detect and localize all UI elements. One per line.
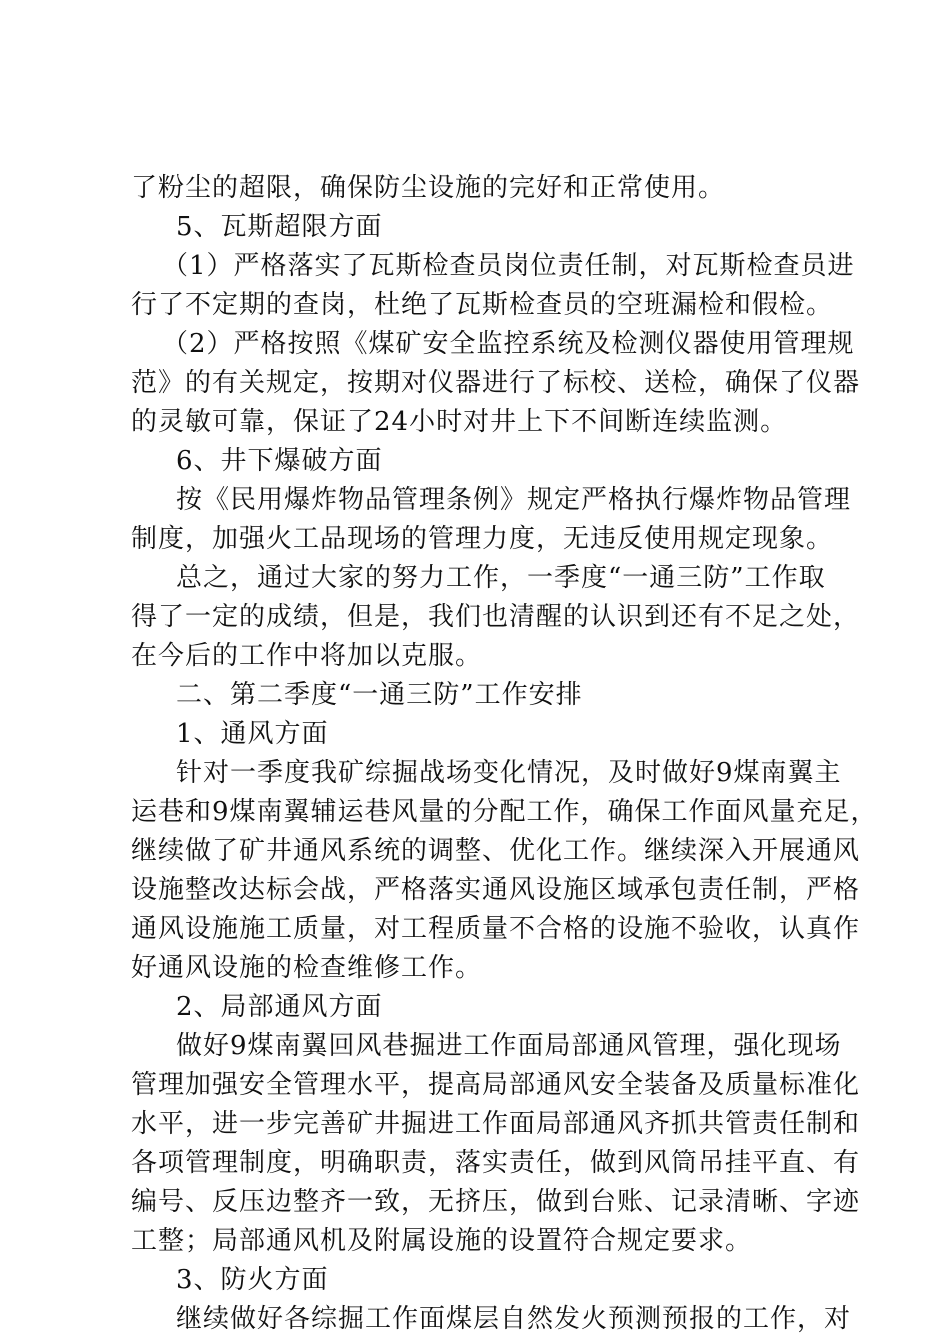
text-line: 运巷和9煤南翼辅运巷风量的分配工作，确保工作面风量充足，: [131, 797, 878, 827]
text-line: 管理加强安全管理水平，提高局部通风安全装备及质量标准化: [131, 1070, 861, 1100]
text-line: 针对一季度我矿综掘战场变化情况，及时做好9煤南翼主: [176, 758, 842, 788]
text-line: （2）严格按照《煤矿安全监控系统及检测仪器使用管理规: [162, 329, 855, 359]
text-line: 继续做了矿井通风系统的调整、优化工作。继续深入开展通风: [131, 836, 861, 866]
section-heading: 5、瓦斯超限方面: [176, 212, 383, 242]
section-heading: 2、局部通风方面: [176, 992, 383, 1022]
section-heading: 二、第二季度“一通三防”工作安排: [176, 680, 583, 710]
section-heading: 6、井下爆破方面: [176, 446, 383, 476]
text-line: 制度，加强火工品现场的管理力度，无违反使用规定现象。: [131, 524, 834, 554]
text-line: 好通风设施的检查维修工作。: [131, 953, 483, 983]
text-line: 各项管理制度，明确职责，落实责任，做到风筒吊挂平直、有: [131, 1148, 861, 1178]
text-line: 范》的有关规定，按期对仪器进行了标校、送检，确保了仪器: [131, 368, 861, 398]
text-line: 通风设施施工质量，对工程质量不合格的设施不验收，认真作: [131, 914, 861, 944]
text-line: 编号、反压边整齐一致，无挤压，做到台账、记录清晰、字迹: [131, 1187, 861, 1217]
text-line: （1）严格落实了瓦斯检查员岗位责任制，对瓦斯检查员进: [162, 251, 855, 281]
text-line: 的灵敏可靠，保证了24小时对井上下不间断连续监测。: [131, 407, 788, 437]
text-line: 行了不定期的查岗，杜绝了瓦斯检查员的空班漏检和假检。: [131, 290, 834, 320]
text-line: 设施整改达标会战，严格落实通风设施区域承包责任制，严格: [131, 875, 861, 905]
text-line: 了粉尘的超限，确保防尘设施的完好和正常使用。: [131, 173, 726, 203]
text-line: 得了一定的成绩，但是，我们也清醒的认识到还有不足之处，: [131, 602, 861, 632]
section-heading: 3、防火方面: [176, 1265, 329, 1295]
text-line: 工整；局部通风机及附属设施的设置符合规定要求。: [131, 1226, 753, 1256]
text-line: 在今后的工作中将加以克服。: [131, 641, 483, 671]
text-line: 继续做好各综掘工作面煤层自然发火预测预报的工作，对: [176, 1304, 852, 1334]
text-line: 总之，通过大家的努力工作，一季度“一通三防”工作取: [176, 563, 826, 593]
text-line: 水平，进一步完善矿井掘进工作面局部通风齐抓共管责任制和: [131, 1109, 861, 1139]
text-line: 按《民用爆炸物品管理条例》规定严格执行爆炸物品管理: [176, 485, 852, 515]
section-heading: 1、通风方面: [176, 719, 329, 749]
text-line: 做好9煤南翼回风巷掘进工作面局部通风管理，强化现场: [176, 1031, 842, 1061]
